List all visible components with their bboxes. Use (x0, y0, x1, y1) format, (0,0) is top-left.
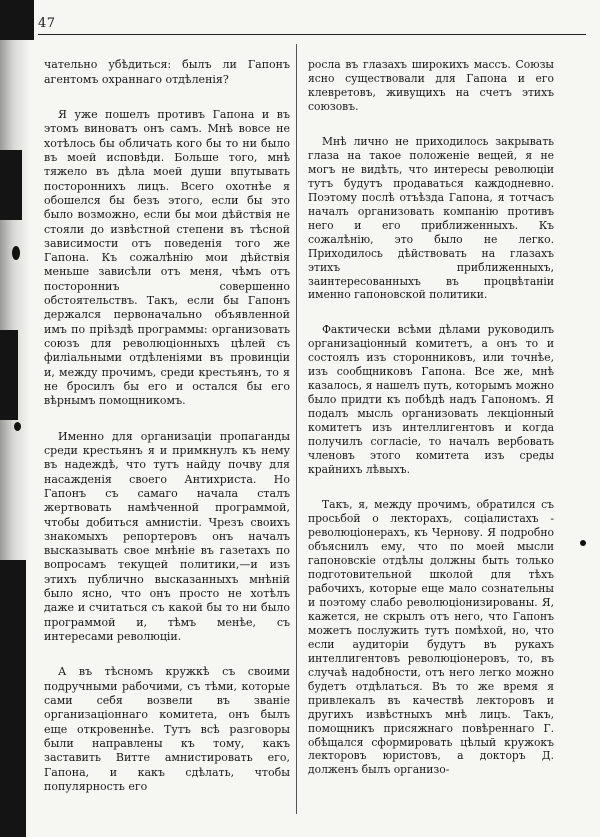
paragraph: Фактически всѣми дѣлами руководилъ организаціонный комитетъ, а онъ то и состоялъ изъ сторонниковъ, или точнѣе, изъ сообщниковъ Гапона. Все же, мнѣ казалось, я нашелъ путь, которымъ можно было придти къ побѣдѣ надъ Гапономъ. Я подалъ мысль организовать лекціонный комитетъ изъ интеллигентовъ и когда получилъ согласіе, то началъ вербовать членовъ этого комитета изъ среды крайнихъ лѣвыхъ. (308, 323, 554, 477)
column-divider (296, 44, 297, 814)
scan-binding-mark (0, 150, 22, 220)
page-number: 47 (38, 16, 56, 31)
scan-ink-blot (14, 422, 21, 431)
paragraph: А въ тѣсномъ кружкѣ съ своими подручными рабочими, съ тѣми, которые сами себя возвели въ званіе организаціоннаго комитета, онъ былъ еще откровеннѣе. Тутъ всѣ разговоры были направлены къ тому, какъ заставить Витте амнистировать его, Гапона, и какъ сдѣлать, чтобы популярность его (44, 665, 290, 793)
scan-binding-mark (0, 560, 26, 837)
scan-binding-mark (0, 0, 34, 40)
paragraph: чательно убѣдиться: былъ ли Гапонъ агентомъ охраннаго отдѣленія? (44, 58, 290, 86)
paragraph: Мнѣ лично не приходилось закрывать глаза на такое положеніе вещей, я не могъ не видѣть, что интересы революціи тутъ будутъ продаваться каждодневно. Поэтому послѣ отъѣзда Гапона, я тотчасъ началъ организовать компанію противъ него и его приближенныхъ. Къ сожалѣнію, это было не легко. Приходилось дѣйствовать на глазахъ этихъ приближенныхъ, заинтересованныхъ въ процвѣтаніи именно гапоновской политики. (308, 134, 554, 302)
paragraph: Именно для организаціи пропаганды среди крестьянъ я и примкнулъ къ нему въ надеждѣ, что тутъ найду почву для насажденія своего Антихриста. Но Гапонъ съ самаго начала сталъ жертвовать намѣченной программой, чтобы добиться амнистіи. Чрезъ своихъ знакомыхъ репортеровъ онъ началъ высказывать свое мнѣніе въ газетахъ по вопросамъ текущей политики,—и изъ этихъ публично высказанныхъ мнѣній было ясно, что онъ просто не хотѣлъ даже и считаться съ какой бы то ни было программой и, тѣмъ менѣе, съ интересами революціи. (44, 429, 290, 643)
left-column (44, 44, 290, 815)
scan-ink-blot (12, 246, 20, 260)
paragraph: росла въ глазахъ широкихъ массъ. Союзы ясно существовали для Гапона и его клевретовъ, живущихъ на счетъ этихъ союзовъ. (308, 57, 554, 113)
paragraph: Я уже пошелъ противъ Гапона и въ этомъ виноватъ онъ самъ. Мнѣ вовсе не хотѣлось бы обличать кого бы то ни было въ моей исповѣди. Больше того, мнѣ тяжело въ дѣла моей души впутывать постороннихъ лицъ. Всего охотнѣе я обошелся бы безъ этого, если бы это было возможно, если бы мои дѣйствія не стояли до извѣстной степени въ тѣсной зависимости отъ поведенія того же Гапона. Къ сожалѣнію мои дѣйствія меньше зависѣли отъ меня, чѣмъ отъ посторонниъ совершенно обстоятельствъ. Такъ, если бы Гапонъ держался первоначально объявленной имъ по пріѣздѣ программы: организовать союзъ для революціонныхъ цѣлей съ филіальными отдѣленіями въ провинціи и, между прочимъ, среди крестьянъ, то я не бросилъ бы его и остался бы его вѣрнымъ помощникомъ. (44, 108, 290, 408)
scan-binding-mark (0, 330, 18, 420)
scan-ink-blot (580, 540, 586, 546)
paragraph: Такъ, я, между прочимъ, обратился съ просьбой о лекторахъ, соціалистахъ - революціонерахъ, къ Чернову. Я подробно объяснилъ ему, что по моей мысли гапоновскіе отдѣлы должны быть только подготовительной школой для тѣхъ рабочихъ, которые еще мало сознательны и поэтому слабо революціонизированы. Я, кажется, не скрылъ отъ него, что Гапонъ можетъ послужить тутъ помѣхой, но, что если аудиторіи будутъ въ рукахъ интеллигентовъ революціонеровъ, то, въ случаѣ надобности, отъ него легко можно будетъ отдѣлаться. Въ то же время я привлекалъ въ качествѣ лекторовъ и другихъ извѣстныхъ мнѣ лицъ. Такъ, помощникъ присяжнаго повѣреннаго Г. обѣщался сформировать цѣлый кружокъ лекторовъ юристовъ, а докторъ Д. долженъ былъ организо- (308, 498, 554, 777)
right-column (308, 44, 554, 798)
header-rule (38, 34, 586, 35)
